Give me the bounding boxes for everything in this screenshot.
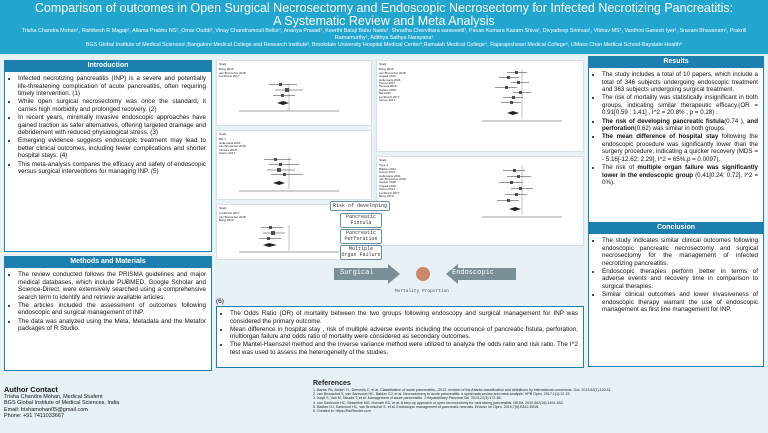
list-item: • While open surgical necrosectomy was once the standard, it carries high morbidity and prolonged recovery. (2)	[18, 98, 206, 113]
diagram-caption: Mortality Proportion	[395, 289, 450, 294]
list-item: • The risk of developing pancreatic fistula(0.74 ), and perforation(0.62) was similar in both groups.	[602, 118, 758, 133]
results-panel	[588, 56, 764, 229]
affiliations: BGS Global Institute of Medical Sciences¹,Bangalore Medical College and Research Institute², Brookdale University Hospital Medical Center³,Ramaiah Medical College⁴, Rajarajeshwari Medical College⁵, UMass Chan Medical School-Baystate Health⁶	[85, 42, 683, 48]
forest-row: Kanno 2017	[219, 151, 236, 156]
forest-row: Hollemans 2021	[379, 173, 401, 178]
forest-row: Luckhurst 2017	[379, 94, 400, 99]
forest-row: Garber 2018	[379, 87, 396, 92]
list-item: • The review conducted follows the PRISMA guidelines and major medical databases, which include PUBMED, Google Scholar and Science-Direct, were extensively searched using a comprehensive search term to identify and retrieve available articles.	[18, 271, 206, 301]
list-item: • This meta-analysis compares the efficacy and safety of endoscopic versus surgical interventions for managing INP. (5)	[18, 161, 206, 176]
forest-row: van Brunschot 2018	[379, 70, 406, 75]
diagram-item-organ-failure: Multiple Organ Failure	[341, 246, 381, 258]
center-text-box	[216, 306, 584, 368]
forest-plot-graphic	[477, 69, 567, 129]
forest-row: Tamura 2018	[379, 84, 397, 89]
forest-row: Kanno 2017	[379, 98, 396, 103]
forest-row: Hollemans 2021	[379, 77, 401, 82]
list-item: • The risk of mortality was statistically insignificant in both groups, indicating similar therapeutic efficacy.(OR = 0.91[0.59 ; 1.41] , I^2 = 20.8% , p = 0.28) .	[602, 94, 758, 117]
reference-item: 2. van Brunschot S, van Santvoort HC, Bakker OJ, et al. Necrosectomy in acute pancreatitis: a systematic review and meta-analysis. HPB Open. 2017;1(1):12-15.	[313, 392, 571, 397]
forest-row: Hollemans 2021	[219, 140, 241, 145]
forest-row: Bang 2019	[379, 194, 394, 199]
methods-list	[10, 271, 206, 333]
reference-item: 4. van Santvoort HC, Besselink MG, Horvath KD, et al. A step-up approach or open necrosectomy for necrotizing pancreatitis. NEJM. 2010;362(16):1491-502.	[313, 400, 564, 405]
forest-row: Bai 2019	[379, 91, 391, 96]
contact-email: Email: trishamohan05@gmail.com	[4, 406, 88, 413]
pancreas-icon	[416, 267, 430, 281]
list-item: • The articles included the assessment of outcomes following endoscopic and surgical management of INP.	[18, 302, 206, 317]
conclusion-heading: Conclusion	[588, 222, 764, 233]
conclusion-list	[594, 237, 758, 314]
forest-row: Kanno 2017	[379, 187, 396, 192]
forest-row: van Brunschot 2018	[379, 177, 406, 182]
forest-plot-hospital-stay	[376, 60, 584, 152]
list-item: • Endoscopic therapies perform better in terms of adverse events and recovery time in comparison to surgical therapies.	[602, 268, 758, 291]
poster-title-line2: A Systematic Review and Meta Analysis	[273, 14, 495, 28]
figure-number: (6)	[216, 298, 224, 305]
forest-row: van Brunschot 2018	[219, 70, 246, 75]
list-item: • The Odds Ratio (OR) of mortality between the two groups following endoscopy and surgical management for INP was considered the primary outcome.	[230, 310, 578, 325]
forest-row: van Brunschot 2018	[219, 214, 246, 219]
forest-row: Luckhurst 2017	[219, 74, 240, 79]
diagram-item-perforation: Pancreatic Perforation	[340, 229, 382, 244]
forest-row: Kumar 2014	[379, 170, 396, 175]
forest-study-header: Study	[219, 132, 227, 136]
diagram-item-fistula: Pancreatic Fistula	[340, 213, 382, 228]
author-contact-heading: Author Contact	[4, 385, 58, 394]
list-item: • Similar clinical outcomes and lower invasiveness of endoscopic therapy warrant the use of endoscopic management as first line management for INP.	[602, 291, 758, 314]
forest-study-header: Study	[219, 62, 227, 66]
introduction-heading: Introduction	[4, 60, 212, 71]
results-heading: Results	[588, 56, 764, 67]
forest-row: Type 1	[379, 163, 389, 168]
poster-title-line1: Comparison of outcomes in Open Surgical Necrosectomy and Endoscopic Necrosectomy for Infected Necrotizing Pancreatitis:	[34, 1, 734, 15]
forest-row: Bang 2019	[379, 67, 394, 72]
list-item: • The risk of multiple organ failure was significantly lower in the endoscopic group (0.41[0.24; 0.72], I^2 = 0%).	[602, 164, 758, 187]
conclusion-panel	[588, 222, 764, 367]
contact-line: Trisha Chandra Mohan, Medical Student	[4, 394, 103, 400]
forest-plot-graphic	[219, 81, 369, 121]
forest-row: Bang 2019	[219, 218, 234, 223]
forest-row: Bang 2019	[219, 67, 234, 72]
methods-heading: Methods and Materials	[4, 256, 212, 267]
list-item: • The study includes a total of 10 papers, which include a total of 346 subjects undergoing endoscopic treatment and 363 subjects undergoing surgical treatment.	[602, 71, 758, 94]
list-item: • The data was analyzed using the Meta, Metadata and the Metafor packages of R Studio.	[18, 318, 206, 333]
author-contact	[4, 385, 304, 430]
forest-plot-mortality	[216, 60, 372, 126]
forest-row: Tamura 2018	[219, 147, 237, 152]
contact-line: BGS Global Institute of Medical Sciences, India	[4, 400, 120, 407]
forest-row: Luckhurst 2017	[379, 190, 400, 195]
forest-study-header: Study	[379, 158, 387, 162]
list-item: • The Mantel-Haenszel method and the Inverse variance method were utilized to analyze the odds ratio and risk ratio. The I^2 test was used to assess the heterogeneity of the studies.	[230, 341, 578, 356]
reference-item: 6. Created in: https://BioRender.com	[313, 409, 371, 414]
reference-item: 3. Isayli S, Van M, Takada T, et al. Management of acute pancreatitis. J Hepatobiliary Pancreat Sci. 2013;21(3):172-85.	[313, 396, 502, 401]
list-item: • Emerging evidence suggests endoscopic treatment may lead to better clinical outcomes, including fewer complications and shorter hospital stays. (4)	[18, 137, 206, 160]
forest-row: Kumar 2017	[379, 81, 396, 86]
results-list	[594, 71, 758, 187]
list-item: • In recent years, minimally invasive endoscopic approaches have gained traction as safer alternatives, offering targeted drainage and debridement with reduced physiological stress. (3)	[18, 114, 206, 137]
forest-row: Angadi 2016	[379, 183, 396, 188]
references-heading: References	[313, 380, 351, 387]
list-item: • Infected necrotizing pancreatitis (INP) is a severe and potentially life-threatening complication of acute pancreatitis, often requiring timely intervention. (1)	[18, 75, 206, 98]
forest-row: Bakker 2012	[379, 166, 396, 171]
references	[313, 380, 765, 431]
surgical-label: Surgical	[340, 269, 374, 277]
introduction-panel	[4, 60, 212, 252]
poster-header	[0, 0, 768, 54]
list-item: • The mean difference of hospital stay following the endoscopic procedure was significantly lower than the surgery procedure, indicating a quicker recovery (MDS = - 5.16[-12.62; 2.29], I^2 = 65%,p = 0.0097).	[602, 133, 758, 163]
methods-panel	[4, 256, 212, 371]
forest-row: Luckhurst 2017	[219, 211, 240, 216]
forest-row: Garber 2018	[379, 180, 396, 185]
list-item: • Mean difference in hospital stay , risk of multiple adverse events including the occurrence of pancreatic fistula, perforation, multiorgan failure and odds ratio of mortality were considered as secondary outcomes.	[230, 326, 578, 341]
forest-study-header: Study	[219, 206, 227, 210]
reference-item: 5. Bakker OJ, Santvoort HC, van Brunschot S, et al. Endoscopic management of pancreatic necrosis. Endosc Int Open. 2019;7(6):E812-E818.	[313, 404, 540, 409]
forest-row: Angadi 2016	[379, 74, 396, 79]
contact-phone: Phone: +91 7411033667	[4, 413, 64, 420]
forest-row: van Brunschot 2018	[219, 144, 246, 149]
forest-study-header: Study	[379, 62, 387, 66]
forest-plot-fistula	[216, 130, 372, 200]
diagram-title: Risk of developing	[330, 201, 390, 211]
author-list: Trisha Chandra Mohan¹, Rishikesh R Magaji¹, Allama Prabhu NS¹, Omar Ouddi¹, Vinay Chandramouli Bellur¹, Ananya Prasad¹, Keerthi Balaji Babu Naidu¹, Shradha Chervittara saraveetil¹, Pavan Kumara Kasam Shiva¹, Divyadeep Srinivas¹, Vibhav MS¹, Vardhini Ganesh Iyer¹, Sravani Bhavanam¹, Prakrill Ramamurthy¹, Adithya Sathya Narayana¹	[21, 28, 747, 41]
forest-row: Bai Y	[219, 137, 227, 142]
endoscopic-label: Endoscopic	[452, 269, 495, 277]
list-item: • The study indicates similar clinical outcomes following endoscopic pancreatic necrosectomy and surgical necrosectomy for the management of infected necrotizing pancreatitis.	[602, 237, 758, 267]
forest-plot-graphic	[219, 157, 369, 197]
introduction-list	[10, 75, 206, 176]
reference-item: 1. Banks PA, Bollen TL, Dervenis C, et al. Classification of acute pancreatitis—2012: revision of the Atlanta classification and definitions by international consensus. Gut. 2013;62(1):102-11.	[313, 388, 612, 392]
